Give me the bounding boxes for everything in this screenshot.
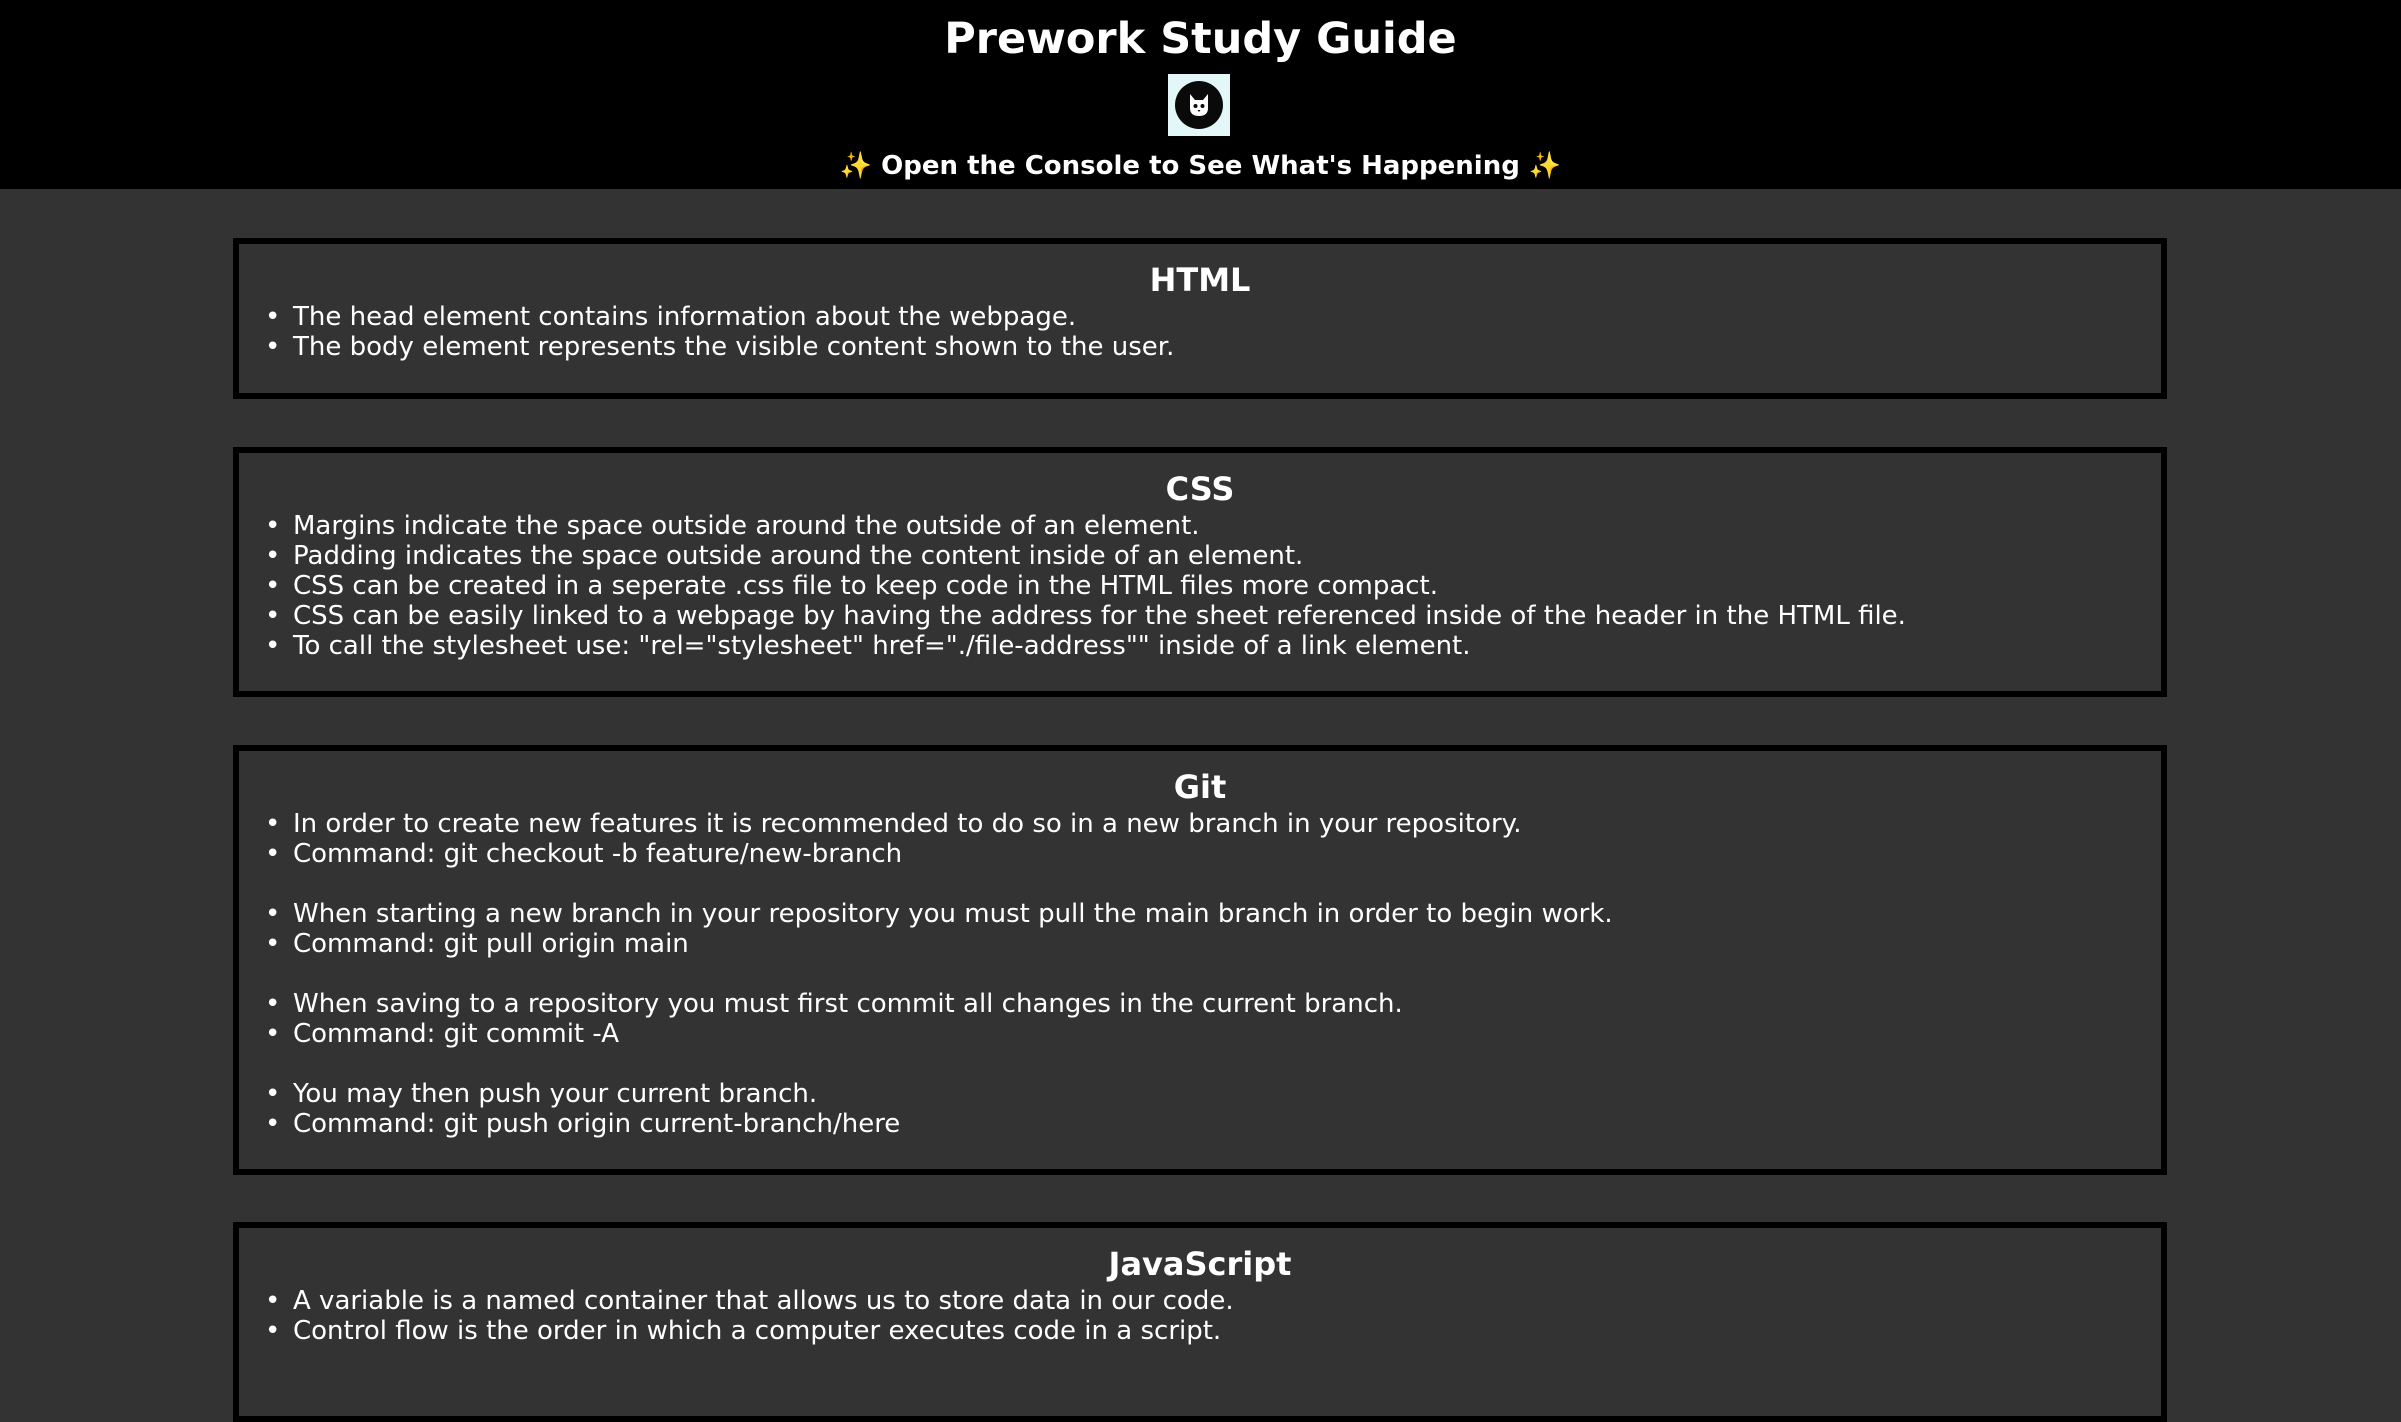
list-item: • Command: git commit -A [293, 1019, 2161, 1049]
list-item: • The body element represents the visible content shown to the user. [293, 332, 2161, 362]
section-javascript [233, 1222, 2167, 1422]
list-item: • Command: git pull origin main [293, 929, 2161, 959]
list-item: • Command: git push origin current-branch/here [293, 1109, 2161, 1139]
section-list [239, 809, 2161, 1139]
list-item: • A variable is a named container that allows us to store data in our code. [293, 1286, 2161, 1316]
section-list [239, 302, 2161, 362]
logo [1168, 74, 1230, 136]
list-item: • In order to create new features it is recommended to do so in a new branch in your repository. [293, 809, 2161, 839]
list-item: • Padding indicates the space outside around the content inside of an element. [293, 541, 2161, 571]
console-hint [0, 146, 2401, 186]
section-list [239, 511, 2161, 661]
cat-icon [1175, 81, 1223, 129]
list-item: • CSS can be easily linked to a webpage by having the address for the sheet referenced inside of the header in the HTML file. [293, 601, 2161, 631]
list-item: • To call the stylesheet use: "rel="stylesheet" href="./file-address"" inside of a link element. [293, 631, 2161, 661]
sparkle-icon: ✨ [839, 151, 873, 181]
page-title: Prework Study Guide [944, 14, 1457, 64]
sparkle-icon: ✨ [1528, 151, 1562, 181]
section-git [233, 745, 2167, 1175]
section-heading: CSS [1165, 470, 1235, 508]
list-item: • You may then push your current branch. [293, 1079, 2161, 1109]
section-html [233, 238, 2167, 399]
list-item: • When starting a new branch in your repository you must pull the main branch in order to begin work. [293, 899, 2161, 929]
list-item: • When saving to a repository you must first commit all changes in the current branch. [293, 989, 2161, 1019]
list-item: • Control flow is the order in which a computer executes code in a script. [293, 1316, 2161, 1346]
section-heading: JavaScript [1108, 1245, 1292, 1283]
page-header [0, 0, 2401, 189]
list-item: • CSS can be created in a seperate .css file to keep code in the HTML files more compact. [293, 571, 2161, 601]
list-item: • The head element contains information about the webpage. [293, 302, 2161, 332]
console-hint-text: Open the Console to See What's Happening [881, 151, 1520, 181]
section-heading: HTML [1149, 261, 1251, 299]
list-item: • Margins indicate the space outside around the outside of an element. [293, 511, 2161, 541]
section-css [233, 447, 2167, 697]
list-item: • Command: git checkout -b feature/new-branch [293, 839, 2161, 869]
section-list [239, 1286, 2161, 1346]
section-heading: Git [1173, 768, 1227, 806]
